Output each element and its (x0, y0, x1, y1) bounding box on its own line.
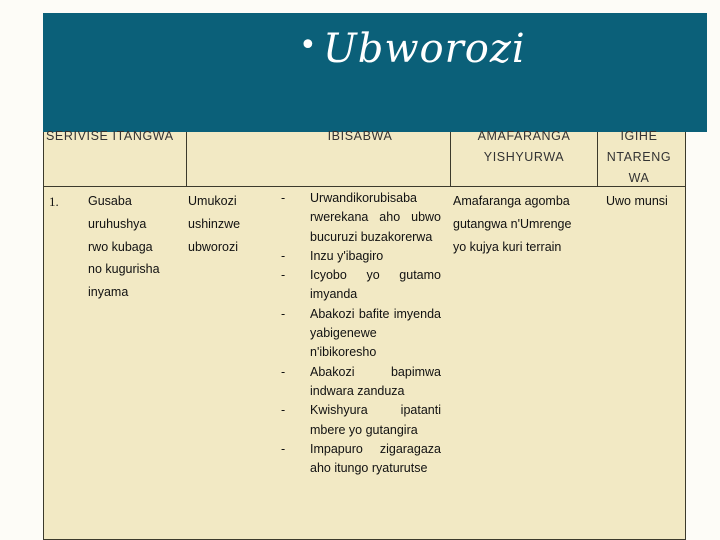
header-amafaranga: AMAFARANGA YISHYURWA (477, 129, 571, 164)
requirements-list (279, 189, 441, 478)
fee-line: yo kujya kuri terrain (453, 240, 562, 254)
header-ibisabwa: IBISABWA (327, 129, 393, 143)
provider-line: ushinzwe (188, 217, 241, 231)
header-divider (44, 186, 685, 187)
fee-line: Amafaranga agomba (453, 194, 570, 208)
requirement-item: - Abakozi bafite imyenda yabigenewe n'ibikoresho (279, 305, 441, 363)
fee-line: gutangwa n'Umrenge (453, 217, 572, 231)
header-igihe: IGIHE NTARENG WA (606, 129, 672, 185)
time-value: Uwo munsi (606, 194, 668, 208)
provider-line: ubworozi (188, 240, 239, 254)
service-line: rwo kubaga (88, 240, 153, 254)
slide-title: Ubworozi (323, 26, 526, 72)
requirement-item: - Urwandikorubisaba rwerekana aho ubwo bucuruzi buzakorerwa (279, 189, 441, 247)
requirement-item: - Impapuro zigaragaza aho itungo ryaturutse (279, 440, 441, 479)
requirement-item: - Kwishyura ipatanti mbere yo gutangira (279, 401, 441, 440)
column-divider (186, 132, 187, 186)
service-line: uruhushya (88, 217, 147, 231)
service-line: Gusaba (88, 194, 132, 208)
row-number: 1. (49, 194, 59, 209)
requirement-item: - Icyobo yo gutamo imyanda (279, 266, 441, 305)
header-serivise: SERIVISE ITANGWA (46, 129, 174, 143)
column-divider (450, 132, 451, 186)
service-line: no kugurisha (88, 262, 160, 276)
title-band (43, 13, 707, 132)
requirement-item: - Abakozi bapimwa indwara zanduza (279, 363, 441, 402)
requirement-item: - Inzu y'ibagiro (279, 247, 441, 266)
service-line: inyama (88, 285, 129, 299)
provider-line: Umukozi (188, 194, 237, 208)
title-bullet: • (299, 28, 317, 63)
